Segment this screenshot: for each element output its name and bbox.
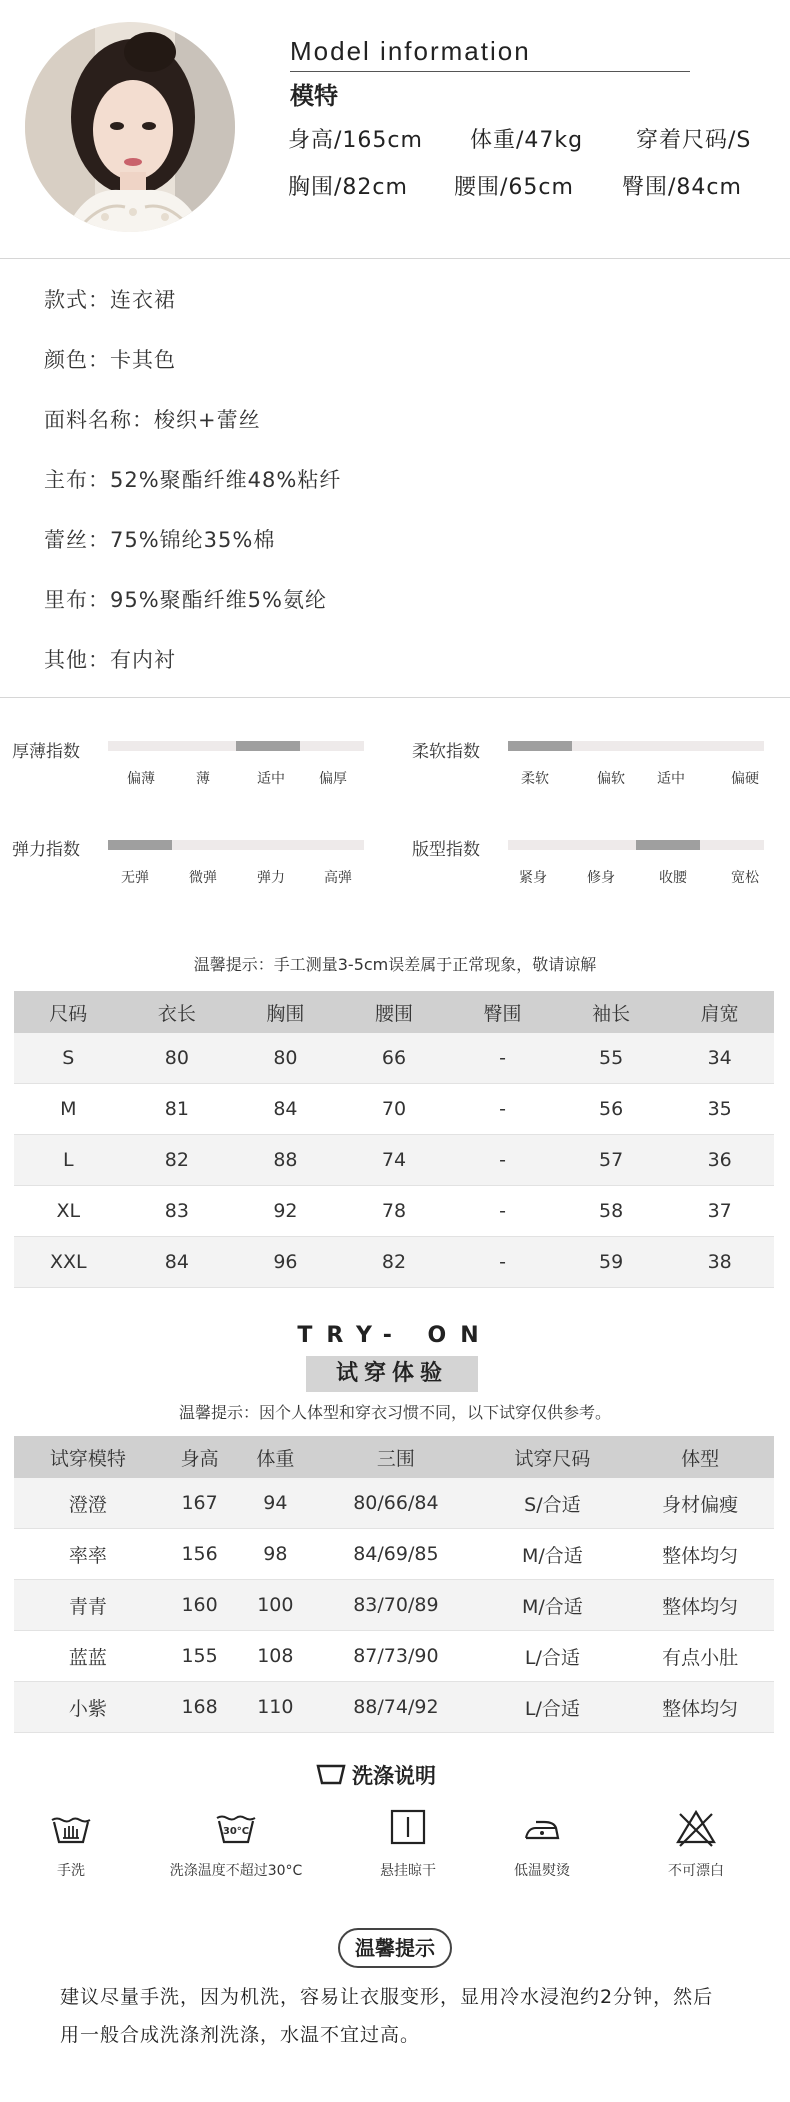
table-cell: - [448,1084,557,1135]
index-tick: 偏硬 [731,771,759,787]
tryon-title-en: TRY- ON [297,1323,493,1348]
table-cell: 36 [665,1135,774,1186]
section-divider [0,258,790,259]
table-cell: 160 [162,1580,238,1631]
table-cell: 38 [665,1237,774,1288]
table-cell: 整体均匀 [626,1682,774,1733]
table-cell: 70 [340,1084,449,1135]
wash-label: 手洗 [57,1863,85,1879]
col-header: 三围 [313,1436,478,1478]
col-header: 胸围 [231,991,340,1033]
table-cell: L [14,1135,123,1186]
wash-label: 洗涤温度不超过30°C [169,1863,303,1879]
spec-lace: 蕾丝：75%锦纶35%棉 [44,528,276,552]
table-cell: 80 [123,1033,232,1084]
model-title-zh: 模特 [290,82,338,110]
index-tick: 柔软 [521,771,549,787]
model-hip: 臀围/84cm [622,175,742,200]
table-cell: L/合适 [479,1682,627,1733]
size-table-header [14,991,774,1033]
table-cell: 110 [237,1682,313,1733]
index-tick: 无弹 [121,870,149,886]
col-header: 身高 [162,1436,238,1478]
index-tick: 高弹 [324,870,352,886]
table-cell: 率率 [14,1529,162,1580]
table-row [14,1084,774,1135]
table-row [14,1186,774,1237]
model-height: 身高/165cm [288,128,423,153]
index-tick: 偏薄 [127,771,155,787]
table-cell: 57 [557,1135,666,1186]
table-cell: 108 [237,1631,313,1682]
col-header: 尺码 [14,991,123,1033]
table-row [14,1033,774,1084]
table-cell: XL [14,1186,123,1237]
table-cell: 78 [340,1186,449,1237]
table-cell: 84/69/85 [313,1529,478,1580]
table-cell: 身材偏瘦 [626,1478,774,1529]
table-cell: 83/70/89 [313,1580,478,1631]
index-title-thickness: 厚薄指数 [12,742,80,762]
basin-icon [316,1762,346,1790]
wash-label: 悬挂晾干 [380,1863,436,1879]
table-cell: S [14,1033,123,1084]
table-cell: M/合适 [479,1529,627,1580]
index-tick: 薄 [196,771,210,787]
hang-dry-icon [386,1808,430,1848]
table-cell: 74 [340,1135,449,1186]
table-row [14,1682,774,1733]
table-cell: M [14,1084,123,1135]
tips-line-2: 用一般合成洗涤剂洗涤，水温不宜过高。 [60,2024,421,2046]
spec-lining: 里布：95%聚酯纤维5%氨纶 [44,588,327,612]
wash-label: 低温熨烫 [514,1863,570,1879]
table-cell: 蓝蓝 [14,1631,162,1682]
col-header: 体型 [626,1436,774,1478]
table-cell: 有点小肚 [626,1631,774,1682]
col-header: 体重 [237,1436,313,1478]
index-title-fit: 版型指数 [412,840,480,860]
spec-main: 主布：52%聚酯纤维48%粘纤 [44,468,342,492]
spec-other: 其他：有内衬 [44,648,176,672]
table-cell: - [448,1186,557,1237]
section-divider [0,697,790,698]
table-cell: M/合适 [479,1580,627,1631]
table-row [14,1529,774,1580]
model-bust: 胸围/82cm [288,175,408,200]
table-cell: 80 [231,1033,340,1084]
table-row [14,1135,774,1186]
index-marker [236,741,300,751]
col-header: 试穿尺码 [479,1436,627,1478]
index-track-thickness [108,741,364,751]
index-track-elasticity [108,840,364,850]
tryon-note: 温馨提示：因个人体型和穿衣习惯不同，以下试穿仅供参考。 [178,1403,611,1422]
index-tick: 微弹 [189,870,217,886]
table-cell: 整体均匀 [626,1529,774,1580]
tips-line-1: 建议尽量手洗，因为机洗，容易让衣服变形，显用冷水浸泡约2分钟，然后 [60,1986,714,2008]
index-title-elasticity: 弹力指数 [12,840,80,860]
table-row [14,1631,774,1682]
table-cell: 167 [162,1478,238,1529]
table-cell: 34 [665,1033,774,1084]
table-cell: 84 [123,1237,232,1288]
table-cell: 82 [123,1135,232,1186]
table-cell: 澄澄 [14,1478,162,1529]
wash-title: 洗涤说明 [352,1764,436,1788]
table-cell: 37 [665,1186,774,1237]
col-header: 试穿模特 [14,1436,162,1478]
table-cell: XXL [14,1237,123,1288]
table-cell: 66 [340,1033,449,1084]
tryon-table-header [14,1436,774,1478]
size-table [14,991,774,1288]
table-cell: 88/74/92 [313,1682,478,1733]
index-tick: 偏厚 [319,771,347,787]
col-header: 袖长 [557,991,666,1033]
table-cell: S/合适 [479,1478,627,1529]
index-tick: 适中 [257,771,285,787]
model-size: 穿着尺码/S [636,128,752,153]
col-header: 衣长 [123,991,232,1033]
index-tick: 修身 [587,870,615,886]
index-tick: 收腰 [659,870,687,886]
table-cell: 98 [237,1529,313,1580]
table-cell: 整体均匀 [626,1580,774,1631]
index-track-fit [508,840,764,850]
tips-title: 温馨提示 [338,1928,452,1968]
table-cell: 81 [123,1084,232,1135]
hand-wash-icon [49,1808,93,1848]
table-cell: 83 [123,1186,232,1237]
index-marker [636,840,700,850]
no-bleach-icon [674,1808,718,1848]
spec-style: 款式：连衣裙 [44,288,176,312]
table-cell: 82 [340,1237,449,1288]
col-header: 臀围 [448,991,557,1033]
index-tick: 宽松 [731,870,759,886]
size-note: 温馨提示：手工测量3-5cm误差属于正常现象，敬请谅解 [193,955,597,974]
divider [290,71,690,72]
table-cell: 100 [237,1580,313,1631]
table-cell: - [448,1237,557,1288]
table-cell: 88 [231,1135,340,1186]
table-cell: 168 [162,1682,238,1733]
tryon-title-zh: 试穿体验 [335,1361,448,1386]
model-title-en: Model information [290,36,531,66]
table-row [14,1478,774,1529]
index-title-softness: 柔软指数 [412,742,480,762]
table-cell: - [448,1033,557,1084]
index-marker [508,741,572,751]
table-cell: 58 [557,1186,666,1237]
table-cell: 156 [162,1529,238,1580]
col-header: 腰围 [340,991,449,1033]
table-cell: 96 [231,1237,340,1288]
table-row [14,1580,774,1631]
col-header: 肩宽 [665,991,774,1033]
table-cell: 84 [231,1084,340,1135]
table-cell: 55 [557,1033,666,1084]
table-cell: - [448,1135,557,1186]
wash-label: 不可漂白 [668,1863,724,1879]
spec-color: 颜色：卡其色 [44,348,176,372]
index-tick: 弹力 [257,870,285,886]
spec-fabric: 面料名称：梭织+蕾丝 [44,408,261,432]
table-cell: 小紫 [14,1682,162,1733]
index-marker [108,840,172,850]
model-avatar [25,22,235,232]
table-cell: 94 [237,1478,313,1529]
model-waist: 腰围/65cm [454,175,574,200]
table-cell: 59 [557,1237,666,1288]
table-cell: 80/66/84 [313,1478,478,1529]
index-tick: 紧身 [519,870,547,886]
tryon-table [14,1436,774,1733]
table-cell: 92 [231,1186,340,1237]
low-iron-icon [520,1808,564,1848]
table-cell: 青青 [14,1580,162,1631]
index-tick: 偏软 [597,771,625,787]
table-cell: 87/73/90 [313,1631,478,1682]
table-cell: 56 [557,1084,666,1135]
wash-temp-badge: 30°C [222,1826,250,1837]
table-cell: L/合适 [479,1631,627,1682]
model-weight: 体重/47kg [470,128,584,153]
index-track-softness [508,741,764,751]
table-cell: 35 [665,1084,774,1135]
table-row [14,1237,774,1288]
table-cell: 155 [162,1631,238,1682]
index-tick: 适中 [657,771,685,787]
